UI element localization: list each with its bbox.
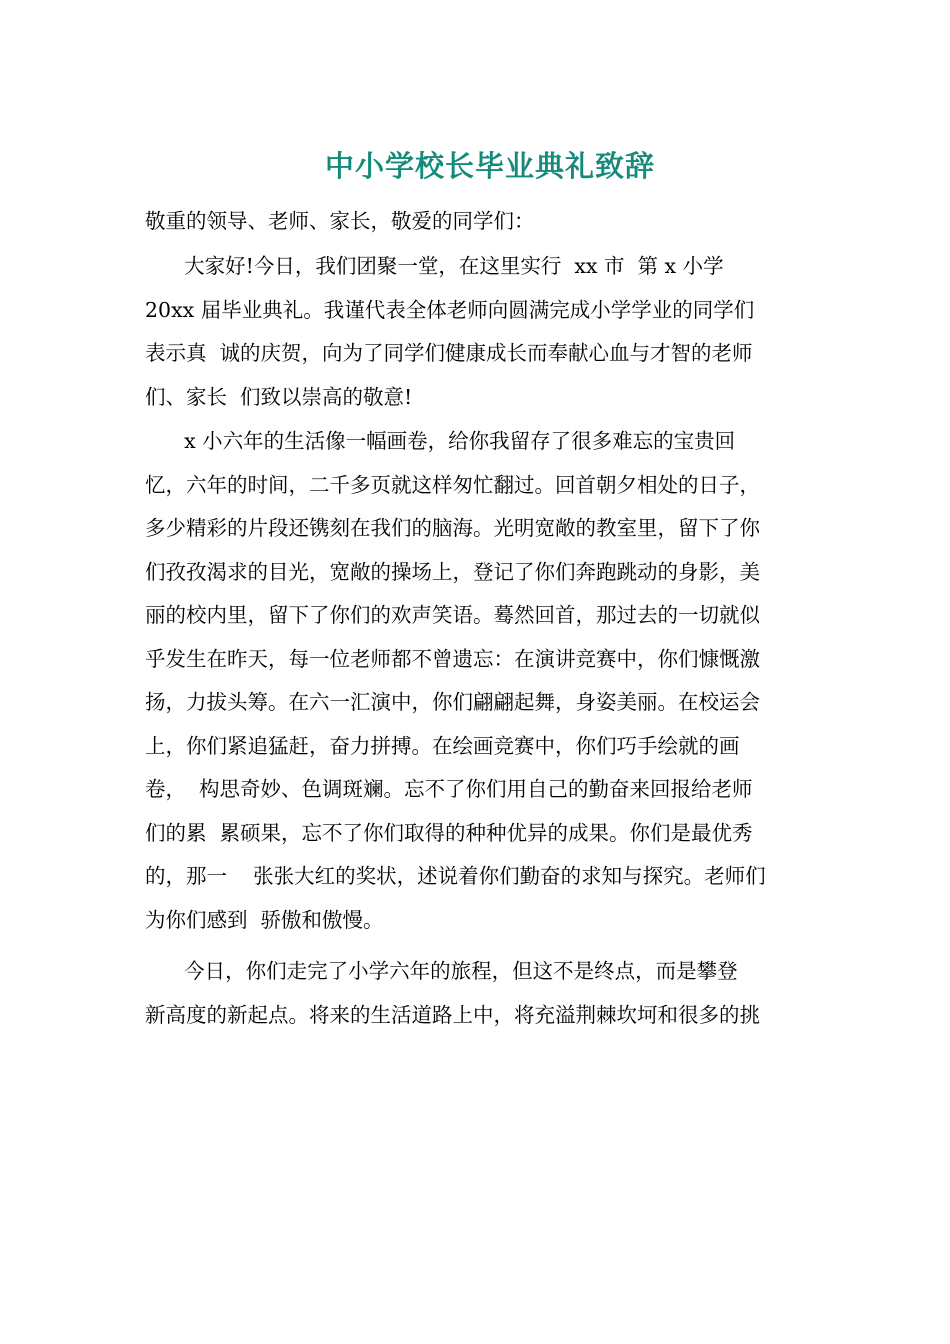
paragraph-line: 多少精彩的片段还镌刻在我们的脑海。光明宽敞的教室里，留下了你 (145, 516, 760, 540)
greeting-line: 敬重的领导、老师、家长，敬爱的同学们： (145, 209, 535, 233)
paragraph-line: 卷， 构思奇妙、色调斑斓。忘不了你们用自己的勤奋来回报给老师 (145, 777, 753, 801)
paragraph-line: x 小六年的生活像一幅画卷，给你我留存了很多难忘的宝贵回 (145, 429, 736, 453)
paragraph-line: 们、家长 们致以崇高的敬意! (145, 384, 413, 409)
paragraph-line: 们孜孜渴求的目光，宽敞的操场上，登记了你们奔跑跳动的身影，美 (145, 559, 760, 584)
paragraph-line: 表示真 诚的庆贺，向为了同学们健康成长而奉献心血与才智的老师 (145, 341, 753, 365)
paragraph-line: 新高度的新起点。将来的生活道路上中，将充溢荆棘坎坷和很多的挑 (145, 1002, 760, 1027)
paragraph-line: 今日，你们走完了小学六年的旅程，但这不是终点，而是攀登 (145, 959, 738, 983)
paragraph-line: 20xx 届毕业典礼。我谨代表全体老师向圆满完成小学学业的同学们 (145, 297, 755, 322)
paragraph-line: 乎发生在昨天，每一位老师都不曾遗忘：在演讲竞赛中，你们慷慨激 (145, 646, 760, 671)
paragraph-1 (145, 245, 813, 419)
paragraph-line: 扬，力拔头筹。在六一汇演中，你们翩翩起舞，身姿美丽。在校运会 (145, 690, 760, 714)
paragraph-line: 为你们感到 骄傲和傲慢。 (145, 907, 384, 932)
paragraph-line: 丽的校内里，留下了你们的欢声笑语。蓦然回首，那过去的一切就似 (145, 603, 760, 627)
paragraph-line: 们的累 累硕果，忘不了你们取得的种种优异的成果。你们是最优秀 (145, 820, 753, 845)
paragraph-line: 大家好!今日，我们团聚一堂，在这里实行 xx 市 第 x 小学 (145, 254, 724, 278)
paragraph-2 (145, 420, 813, 942)
paragraph-line: 的，那一 张张大红的奖状，述说着你们勤奋的求知与探究。老师们 (145, 864, 766, 888)
paragraph-line: 忆，六年的时间，二千多页就这样匆忙翻过。回首朝夕相处的日子， (145, 472, 760, 497)
paragraph-3 (145, 950, 813, 1037)
paragraph-line: 上，你们紧追猛赶，奋力拼搏。在绘画竞赛中，你们巧手绘就的画 (145, 733, 740, 758)
document-title: 中小学校长毕业典礼致辞 (324, 149, 655, 183)
